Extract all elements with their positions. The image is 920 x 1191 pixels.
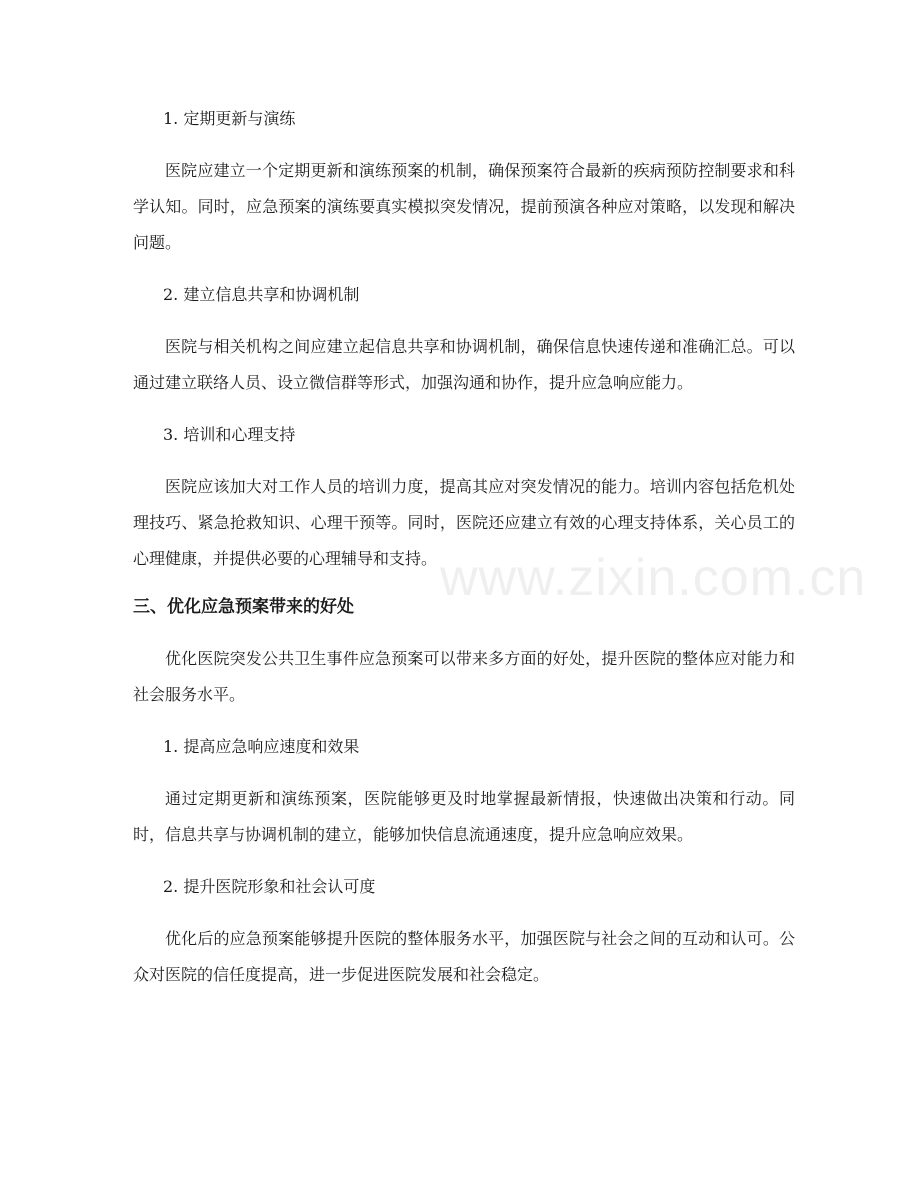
subheading-response-speed: 1. 提高应急响应速度和效果: [163, 737, 360, 756]
paragraph-response-speed: 通过定期更新和演练预案，医院能够更及时地掌握最新情报，快速做出决策和行动。同时，信息共享与协调机制的建立，能够加快信息流通速度，提升应急响应效果。: [133, 789, 795, 844]
subheading-regular-update: 1. 定期更新与演练: [163, 109, 296, 128]
section-heading-benefits: 三、优化应急预案带来的好处: [133, 597, 354, 617]
paragraph-hospital-image: 优化后的应急预案能够提升医院的整体服务水平，加强医院与社会之间的互动和认可。公众对医院的信任度提高，进一步促进医院发展和社会稳定。: [133, 929, 795, 984]
paragraph-regular-update: 医院应建立一个定期更新和演练预案的机制，确保预案符合最新的疾病预防控制要求和科学认知。同时，应急预案的演练要真实模拟突发情况，提前预演各种应对策略，以发现和解决问题。: [133, 161, 795, 252]
paragraph-info-sharing: 医院与相关机构之间应建立起信息共享和协调机制，确保信息快速传递和准确汇总。可以通过建立联络人员、设立微信群等形式，加强沟通和协作，提升应急响应能力。: [133, 337, 795, 392]
subheading-info-sharing: 2. 建立信息共享和协调机制: [163, 285, 360, 304]
paragraph-benefits-intro: 优化医院突发公共卫生事件应急预案可以带来多方面的好处，提升医院的整体应对能力和社会服务水平。: [133, 649, 795, 704]
subheading-hospital-image: 2. 提升医院形象和社会认可度: [163, 877, 376, 896]
paragraph-training-support: 医院应该加大对工作人员的培训力度，提高其应对突发情况的能力。培训内容包括危机处理技巧、紧急抢救知识、心理干预等。同时，医院还应建立有效的心理支持体系，关心员工的心理健康，并提供必要的心理辅导和支持。: [133, 477, 795, 568]
subheading-training-support: 3. 培训和心理支持: [163, 425, 296, 444]
watermark: www.zixin.com.cn: [440, 549, 867, 607]
